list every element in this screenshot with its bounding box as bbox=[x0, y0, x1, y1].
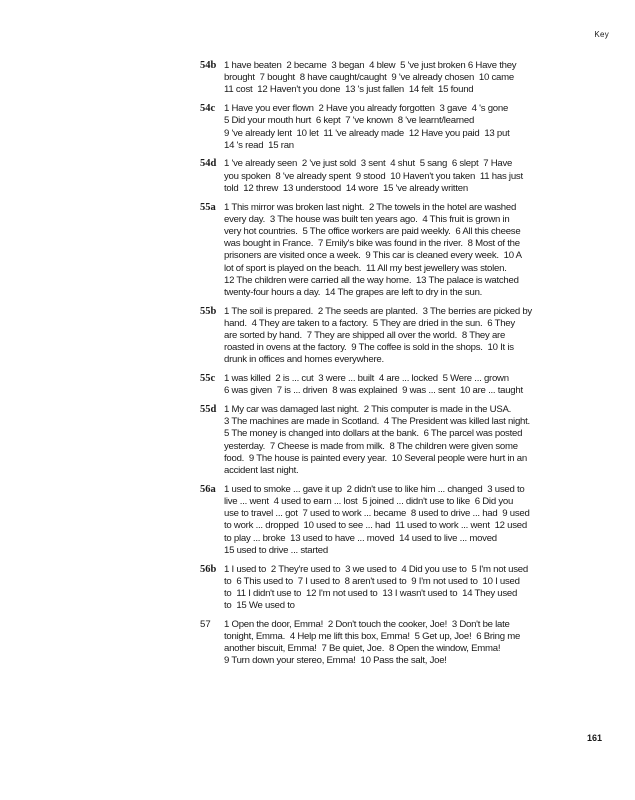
exercise-answers: 1 I used to 2 They're used to 3 we used to 4 Did you use to 5 I'm not used to 6 This used to 7 I used to 8 aren't used to 9 I'm not used to 10 I used to 11 I didn't use to 12 I'm not used to 13 I wasn't used to 14 They used to 15 We used to bbox=[224, 563, 528, 612]
exercise-answers: 1 Open the door, Emma! 2 Don't touch the cooker, Joe! 3 Don't be late tonight, Emma. 4 Help me lift this box, Emma! 5 Get up, Joe! 6 Bring me another biscuit, Emma! 7 Be quiet, Joe. 8 Open the window, Emma! 9 Turn down your stereo, Emma! 10 Pass the salt, Joe! bbox=[224, 618, 521, 667]
exercise-answers: 1 have beaten 2 became 3 began 4 blew 5 've just broken 6 Have they brought 7 bought 8 have caught/caught 9 've already chosen 10 came 11 cost 12 Haven't you done 13 's just fallen 14 felt 15 found bbox=[224, 60, 517, 96]
exercise-answers: 1 This mirror was broken last night. 2 The towels in the hotel are washed every day. 3 The house was built ten years ago. 4 This fruit is grown in very hot countries. 5 The office workers are paid weekly. 6 All this cheese was bought in France. 7 Emily's bike was found in the river. 8 Most of the prisoners are visited once a week. 9 This car is cleaned every week. 10 A lot of sport is played on the beach. 11 All my best jewellery was stolen. 12 The children were carried all the way home. 13 The palace is watched twenty-four hours a day. 14 The grapes are left to dry in the sun. bbox=[224, 201, 522, 298]
exercise-label: 54c bbox=[200, 103, 216, 115]
exercise-label: 55b bbox=[200, 305, 217, 317]
exercise-label: 54d bbox=[200, 158, 217, 170]
exercise-answers: 1 used to smoke ... gave it up 2 didn't use to like him ... changed 3 used to live ... went 4 used to earn ... lost 5 joined ... didn't use to like 6 Did you use to travel ... got 7 used to work ... became 8 used to drive ... had 9 used to work ... dropped 10 used to see ... had 11 used to work ... went 12 used to play ... broke 13 used to have ... moved 14 used to live ... moved 15 used to drive ... started bbox=[224, 483, 530, 556]
answer-entry-54b bbox=[200, 60, 605, 97]
exercise-answers: 1 've already seen 2 've just sold 3 sent 4 shut 5 sang 6 slept 7 Have you spoken 8 've already spent 9 stood 10 Haven't you taken 11 has just told 12 threw 13 understood 14 wore 15 've already written bbox=[224, 158, 523, 194]
exercise-label: 56a bbox=[200, 483, 216, 495]
answer-key-content bbox=[200, 60, 605, 674]
exercise-answers: 1 Have you ever flown 2 Have you already forgotten 3 gave 4 's gone 5 Did your mouth hurt 6 kept 7 've known 8 've learnt/learned 9 've already lent 10 let 11 've already made 12 Have you paid 13 put 14 's read 15 ran bbox=[224, 103, 510, 151]
exercise-answers: 1 The soil is prepared. 2 The seeds are planted. 3 The berries are picked by hand. 4 They are taken to a factory. 5 They are dried in the sun. 6 They are sorted by hand. 7 They are shipped all over the world. 8 They are roasted in ovens at the factory. 9 The coffee is sold in the shops. 10 It is drunk in offices and homes everywhere. bbox=[224, 305, 532, 366]
page-number: 161 bbox=[586, 733, 602, 743]
answer-entry-54c bbox=[200, 103, 605, 152]
exercise-label: 57 bbox=[200, 618, 211, 630]
answer-entry-55a bbox=[200, 202, 605, 300]
running-header-key: Key bbox=[594, 30, 609, 39]
exercise-label: 56b bbox=[200, 563, 217, 575]
exercise-answers: 1 My car was damaged last night. 2 This computer is made in the USA. 3 The machines are made in Scotland. 4 The President was killed last night. 5 The money is changed into dollars at the bank. 6 The parcel was posted yesterday. 7 Cheese is made from milk. 8 The children were given some food. 9 The house is painted every year. 10 Several people were hurt in an accident last night. bbox=[224, 404, 530, 477]
exercise-label: 55a bbox=[200, 201, 216, 213]
exercise-label: 55c bbox=[200, 373, 216, 385]
answer-entry-56b bbox=[200, 564, 605, 613]
answer-entry-55c bbox=[200, 373, 605, 397]
answer-entry-56a bbox=[200, 484, 605, 557]
exercise-label: 54b bbox=[200, 60, 217, 71]
answer-entry-55d bbox=[200, 404, 605, 477]
exercise-label: 55d bbox=[200, 404, 217, 416]
answer-entry-54d bbox=[200, 158, 605, 195]
answer-entry-55b bbox=[200, 306, 605, 367]
exercise-answers: 1 was killed 2 is ... cut 3 were ... built 4 are ... locked 5 Were ... grown 6 was given 7 is ... driven 8 was explained 9 was ... sent 10 are ... taught bbox=[224, 373, 523, 397]
answer-entry-57 bbox=[200, 619, 605, 668]
